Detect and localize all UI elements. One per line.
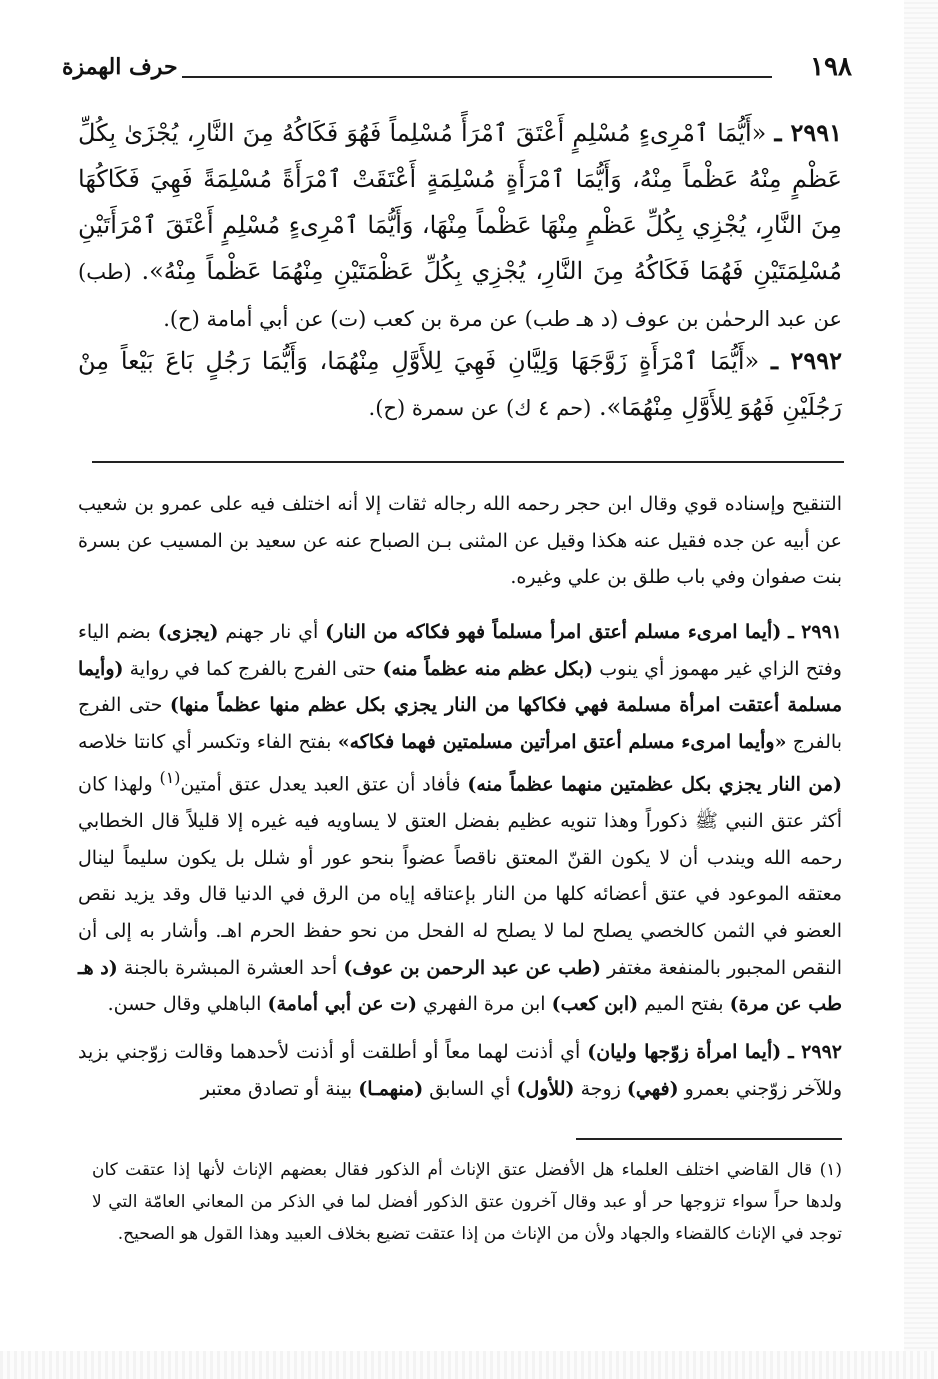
quoted-matn: (ت عن أبي أمامة) — [267, 993, 418, 1016]
quoted-matn: (من النار يجزي بكل عظمتين منهما عظماً منه) — [467, 773, 843, 796]
page-number: ١٩٨ — [810, 52, 852, 82]
commentary-text: زوجة — [574, 1077, 627, 1100]
commentary-paragraph-2991 — [78, 614, 842, 1023]
hadith-source: (طب) عن عبد الرحمٰن بن عوف (د هـ طب) عن مرة بن كعب (ت) عن أبي أمامة (ح). — [78, 260, 842, 331]
commentary-text: بينة أو تصادق معتبر — [200, 1077, 359, 1100]
hadith-number: ٢٩٩١ ـ — [774, 118, 842, 147]
quoted-matn: «وأيما امرىء مسلم أعتق امرأتين مسلمتين فهما فكاكه» — [337, 730, 787, 753]
quoted-matn: (طب عن عبد الرحمن بن عوف) — [343, 956, 601, 979]
quoted-matn: (منهمـا) — [358, 1077, 424, 1100]
commentary-text: التنقيح وإسناده قوي وقال ابن حجر رحمه الله رجاله ثقات إلا أنه اختلف فيه على عمرو بن شعيب عن أبيه عن جده فقيل عنه هكذا وقيل عن المثنى بـن الصباح عنه عن سعيد بن المسيب عن بسرة بنت صفوان وفي باب طلق بن علي وغيره. — [78, 493, 842, 589]
commentary-text: أي السابق — [423, 1077, 517, 1100]
quoted-matn: (بكل عظم منه عظماً منه) — [382, 657, 594, 680]
quoted-matn: (وأيما مسلمة أعتقت امرأة مسلمة فهي فكاكها من النار يجزي بكل عظم منها عظماً منها) — [78, 657, 842, 717]
commentary-number: ٢٩٩٢ ـ — [788, 1041, 842, 1063]
commentary-text: الباهلي وقال حسن. — [107, 993, 268, 1016]
commentary-text: بفتح الميم — [638, 993, 730, 1016]
quoted-matn: (فهي) — [626, 1077, 679, 1100]
commentary-text: أي نار جهنم — [218, 621, 326, 643]
hadith-text: «أَيُّمَا ٱمْرِىءٍ مُسْلِمٍ أَعْتَقَ ٱمْرَأً مُسْلِماً فَهُوَ فَكَاكُهُ مِنَ النَّارِ، يُجْزَىٰ بِكُلِّ عَظْمٍ مِنْهُ عَظْماً مِنْهُ، وَأَيُّمَا ٱمْرَأَةٍ مُسْلِمَةٍ أَعْتَقَتْ ٱمْرَأَةً مُسْلِمَةً فَهِيَ فَكَاكُهَا مِنَ النَّارِ، يُجْزِي بِكُلِّ عَظْمٍ مِنْهَا عَظْماً مِنْهَا، وَأَيُّمَا ٱمْرِىءٍ مُسْلِمٍ أَعْتَقَ ٱمْرَأَتَيْنِ مُسْلِمَتَيْنِ فَهُمَا فَكَاكُهُ مِنَ النَّارِ، يُجْزِي بِكُلِّ عَظْمَتَيْنِ مِنْهُمَا عَظْماً مِنْهُ». — [78, 119, 842, 285]
footnote-reference[interactable]: (١) — [159, 768, 181, 788]
commentary-text: بفتح الفاء وتكسر أي كانتا خلاصه — [78, 730, 338, 753]
commentary-text: حتى الفرج بالفرج — [78, 694, 843, 753]
scan-edge-right — [904, 0, 938, 1379]
commentary-text: ابن مرة الفهري — [417, 993, 552, 1016]
hadith-text: «أَيُّمَا ٱمْرَأَةٍ زَوَّجَهَا وَلِيَّانِ فَهِيَ لِلأَوَّلِ مِنْهُمَا، وَأَيُّمَا رَجُلٍ بَاعَ بَيْعاً مِنْ رَجُلَيْنِ فَهُوَ لِلأَوَّلِ مِنْهُمَا». — [78, 347, 842, 421]
quoted-matn: (أيما امرأة زوّجها وليان) — [587, 1041, 782, 1063]
hadith-2991 — [78, 110, 842, 342]
commentary-text: أحد العشرة المبشرة بالجنة — [117, 956, 344, 979]
commentary-paragraph-2992 — [78, 1034, 842, 1107]
scan-edge-bottom — [0, 1351, 938, 1379]
quoted-matn: (يجزى) — [157, 621, 219, 643]
hadith-number: ٢٩٩٢ ـ — [770, 346, 842, 375]
commentary-text: فأفاد أن عتق العبد يعدل عتق أمتين — [180, 773, 468, 796]
quoted-matn: (د هـ طب عن مرة) — [78, 956, 842, 1016]
hadith-2992 — [78, 338, 842, 431]
commentary-number: ٢٩٩١ ـ — [788, 621, 842, 643]
quoted-matn: (أيما امرىء مسلم أعتق امرأ مسلماً فهو فكاكه من النار) — [325, 621, 782, 643]
footnote-rule — [576, 1138, 842, 1140]
commentary-paragraph-continued — [78, 486, 842, 596]
header-rule — [182, 76, 772, 78]
quoted-matn: (ابن كعب) — [551, 993, 639, 1016]
hadith-source: (حم ٤ ك) عن سمرة (ح). — [368, 396, 592, 420]
quoted-matn: (للأول) — [516, 1077, 575, 1100]
page-header — [62, 48, 852, 92]
section-title: حرف الهمزة — [62, 54, 178, 80]
commentary-text: ولهذا كان أكثر عتق النبي ﷺ ذكوراً وهذا تنويه عظيم بفضل العتق لا يساويه فيه غيره إلا قليلاً قال الخطابي رحمه الله ويندب أن لا يكون القنّ المعتق ناقصاً عضواً بنحو عور أو شلل بل يكون سليماً لينال معتقه الموعود في عتق أعضائه كلها من النار بإعتاقه إياه من الرق في الدنيا قال وقد يزيد نقص العضو في الثمن كالخصي يصلح لما لا يصلح له الفحل من نحو حفظ الحرم اهـ. وأشار به إلى أن النقص المجبور بالمنفعة مغتفر — [78, 773, 842, 979]
commentary-text: أي أذنت لهما معاً أو أطلقت أو أذنت لأحدهما وقالت زوّجني بزيد وللآخر زوّجني بعمرو — [78, 1041, 842, 1100]
commentary-text: بضم الياء وفتح الزاي غير مهموز أي ينوب — [78, 621, 842, 680]
commentary-text: حتى الفرج بالفرج كما في رواية — [123, 657, 383, 680]
footnote-text: (١) قال القاضي اختلف العلماء هل الأفضل عتق الإناث أم الذكور فقال بعضهم الإناث لأنها إذا عتقت كان ولدها حراً سواء تزوجها حر أو عبد وقال آخرون عتق الذكور أفضل لما في الذكر من المعاني العامّة التي لا توجد في الإناث كالقضاء والجهاد ولأن من الإناث من إذا عتقت تضيع بخلاف العبيد وهذا القول هو الصحيح. — [92, 1160, 842, 1244]
text-commentary-divider — [92, 461, 844, 463]
footnote — [92, 1154, 842, 1250]
